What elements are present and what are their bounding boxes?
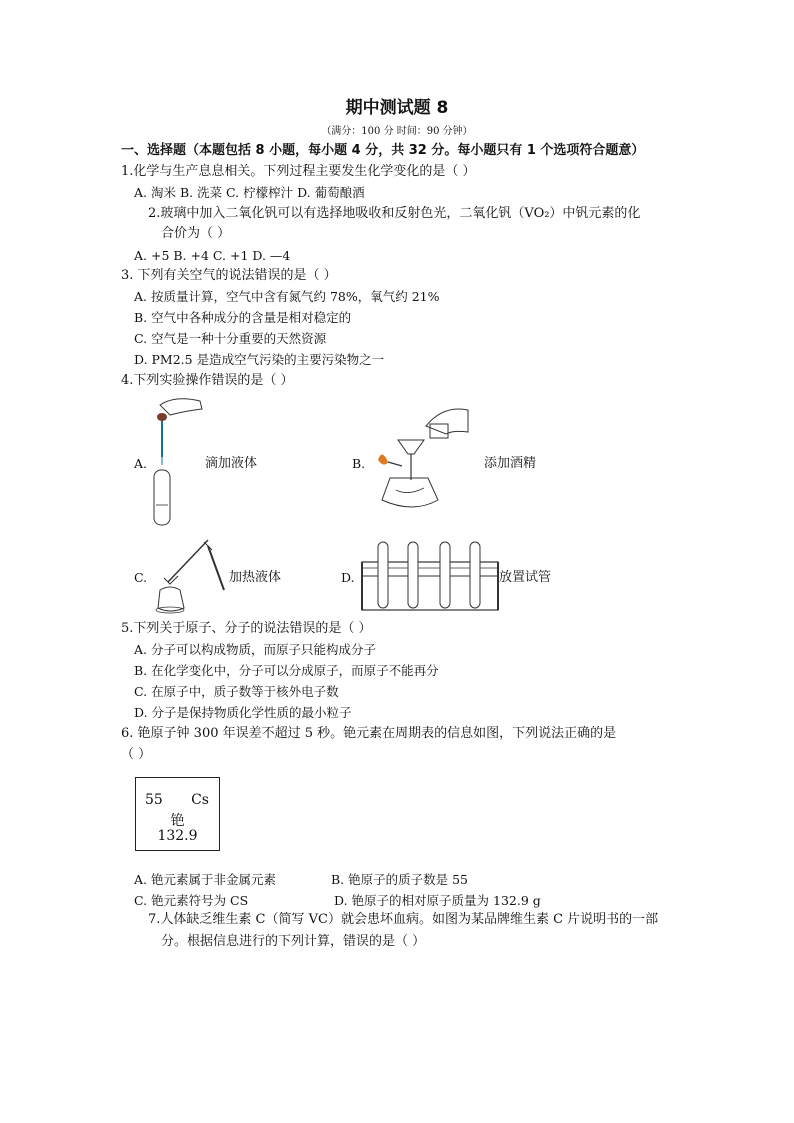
heating-liquid-illustration	[150, 538, 230, 616]
q3-option-b: B. 空气中各种成分的含量是相对稳定的	[134, 310, 352, 325]
test-tube-rack-illustration	[360, 540, 500, 612]
q6-option-d: D. 铯原子的相对原子质量为 132.9 g	[334, 893, 541, 908]
q4-option-d-letter: D.	[341, 570, 355, 585]
q2-stem-line2: 合价为（ ）	[161, 226, 231, 241]
q4-option-d-label: 放置试管	[499, 570, 552, 585]
q5-stem: 5.下列关于原子、分子的说法错误的是（ ）	[121, 621, 372, 636]
page-subtitle: （满分：100 分 时间：90 分钟）	[321, 126, 473, 137]
periodic-element-card	[135, 777, 220, 851]
alcohol-lamp-illustration	[368, 400, 478, 518]
element-name: 铯	[170, 813, 185, 829]
q2-options: A. +5 B. +4 C. +1 D. —4	[134, 248, 291, 263]
q6-option-a: A. 铯元素属于非金属元素	[134, 872, 276, 887]
page-title: 期中测试题 8	[345, 98, 449, 118]
q5-option-c: C. 在原子中，质子数等于核外电子数	[134, 684, 339, 699]
q4-option-a-letter: A.	[134, 456, 148, 471]
q6-option-b: B. 铯原子的质子数是 55	[331, 872, 469, 887]
q5-option-a: A. 分子可以构成物质，而原子只能构成分子	[134, 642, 376, 657]
section-heading: 一、选择题（本题包括 8 小题，每小题 4 分，共 32 分。每小题只有 1 个选项符合题意）	[121, 143, 645, 158]
q3-option-a: A. 按质量计算，空气中含有氮气约 78%，氧气约 21%	[134, 289, 440, 304]
q7-stem-line1: 7.人体缺乏维生素 C（简写 VC）就会患坏血病。如图为某品牌维生素 C 片说明书的一部	[148, 912, 659, 927]
q5-option-d: D. 分子是保持物质化学性质的最小粒子	[134, 705, 352, 720]
q1-options: A. 淘米 B. 洗菜 C. 柠檬榨汁 D. 葡萄酿酒	[134, 185, 365, 200]
q4-option-a-label: 滴加液体	[205, 456, 258, 471]
q1-stem: 1.化学与生产息息相关。下列过程主要发生化学变化的是（ ）	[121, 164, 476, 179]
q4-option-b-letter: B.	[352, 456, 366, 471]
q3-stem: 3. 下列有关空气的说法错误的是（ ）	[121, 268, 337, 283]
q4-option-b-label: 添加酒精	[484, 456, 537, 471]
q4-stem: 4.下列实验操作错误的是（ ）	[121, 373, 294, 388]
q4-option-c-label: 加热液体	[229, 570, 282, 585]
atomic-mass: 132.9	[157, 828, 198, 844]
q3-option-c: C. 空气是一种十分重要的天然资源	[134, 331, 327, 346]
q6-stem-line1: 6. 铯原子钟 300 年误差不超过 5 秒。铯元素在周期表的信息如图，下列说法正确的是	[121, 726, 617, 741]
q7-stem-line2: 分。根据信息进行的下列计算，错误的是（ ）	[161, 934, 426, 949]
q5-option-b: B. 在化学变化中，分子可以分成原子，而原子不能再分	[134, 663, 439, 678]
dropper-illustration	[150, 395, 210, 530]
atomic-number: 55	[145, 792, 163, 808]
q6-stem-line2: （ ）	[121, 747, 152, 762]
q2-stem-line1: 2.玻璃中加入二氧化钒可以有选择地吸收和反射色光，二氧化钒（VO₂）中钒元素的化	[148, 206, 641, 221]
element-symbol: Cs	[191, 792, 209, 808]
q4-option-c-letter: C.	[134, 570, 148, 585]
q6-option-c: C. 铯元素符号为 CS	[134, 893, 249, 908]
q3-option-d: D. PM2.5 是造成空气污染的主要污染物之一	[134, 352, 385, 367]
